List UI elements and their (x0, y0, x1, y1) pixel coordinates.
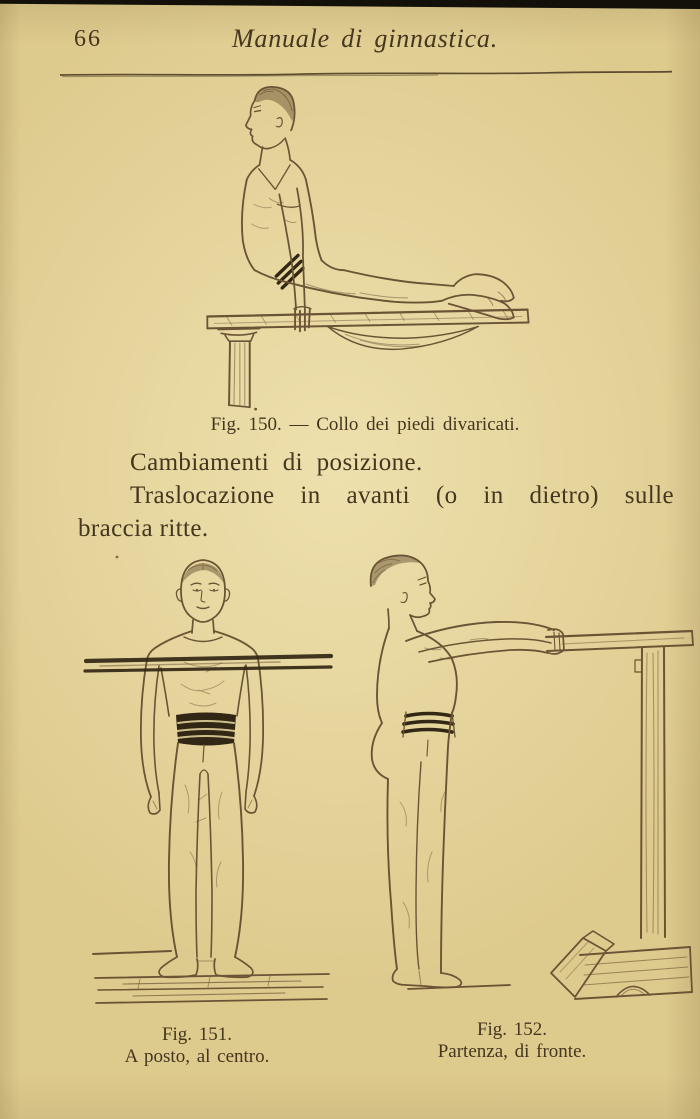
page-number: 66 (74, 26, 102, 52)
gymnast-at-attention-drawing (60, 548, 360, 1018)
gymnast-reaching-bar-drawing (338, 548, 700, 1018)
fig-152-caption-number: Fig. 152. (476, 1019, 548, 1040)
body-paragraph-line-2: braccia ritte. (78, 515, 209, 542)
header-rule (58, 68, 674, 80)
body-text (78, 446, 674, 545)
fig-152-caption (377, 1019, 647, 1063)
fig-151-caption (62, 1024, 332, 1068)
fig-150-illustration (150, 85, 580, 420)
fig-152-caption-text: Partenza, di fronte. (437, 1041, 587, 1062)
scan-edge-strip (0, 0, 700, 9)
fig-151-caption-text: A posto, al centro. (124, 1046, 270, 1067)
fig-152-illustration (338, 548, 700, 1018)
fig-150-caption: Fig. 150. — Collo dei piedi divaricati. (210, 414, 520, 435)
fig-151-caption-number: Fig. 151. (161, 1024, 233, 1045)
section-heading: Cambiamenti di posizione. (130, 449, 423, 476)
fig-151-illustration (60, 548, 360, 1018)
running-title: Manuale di ginnastica. (231, 24, 499, 53)
body-paragraph-line-1: Traslocazione in avanti (o in dietro) sulle (130, 482, 674, 509)
gymnast-support-on-bar-drawing (150, 85, 580, 420)
